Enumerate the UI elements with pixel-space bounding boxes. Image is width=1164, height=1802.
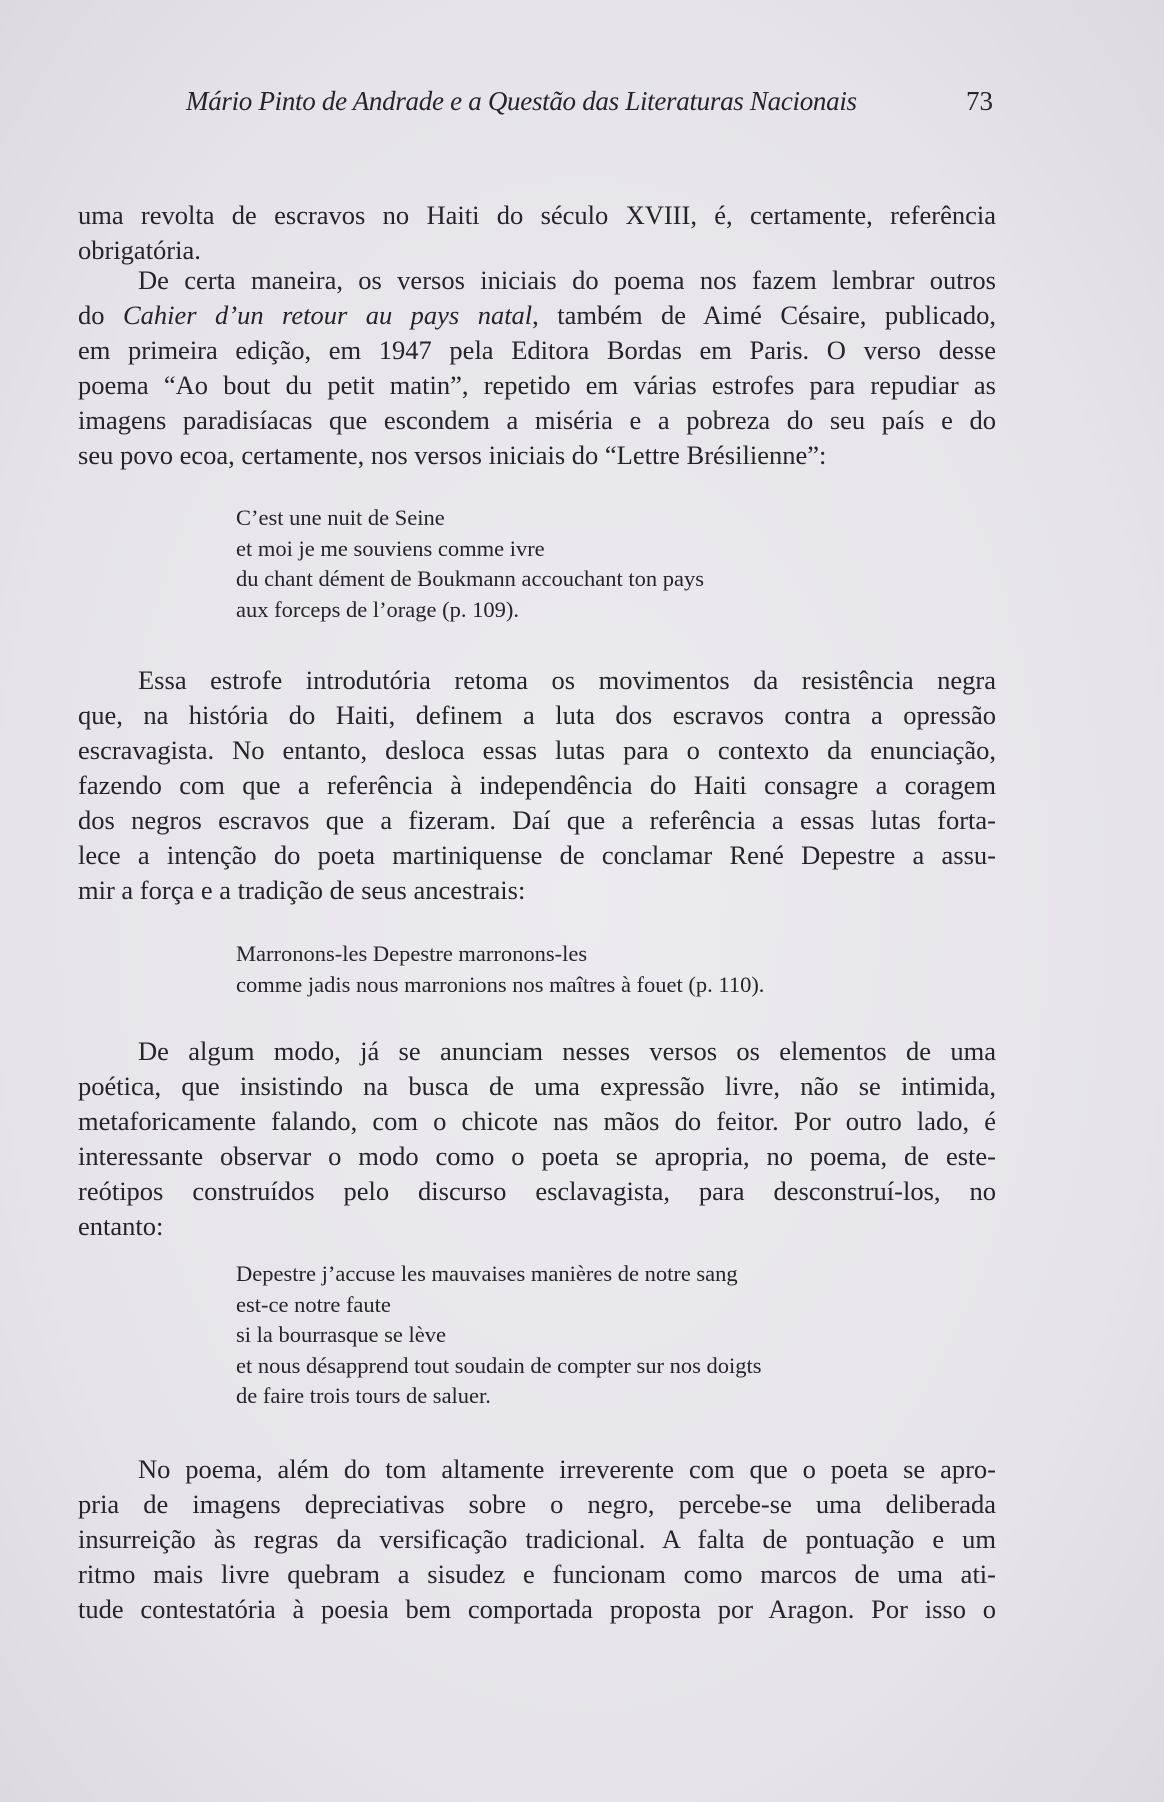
paragraph-line: seu povo ecoa, certamente, nos versos iniciais do “Lettre Brésilienne”: [78, 440, 827, 470]
paragraph-line: entanto: [78, 1211, 164, 1241]
text-segment: do [78, 300, 123, 330]
verse-line: de faire trois tours de saluer. [236, 1383, 491, 1408]
paragraph-line: em primeira edição, em 1947 pela Editora Bordas em Paris. O verso desse [78, 335, 996, 365]
paragraph-line: lece a intenção do poeta martiniquense de conclamar René Depestre a assu- [78, 840, 996, 870]
paragraph-line: No poema, além do tom altamente irreverente com que o poeta se apro- [138, 1454, 996, 1484]
paragraph-line: reótipos construídos pelo discurso esclavagista, para desconstruí-los, no [78, 1176, 996, 1206]
paragraph-line: fazendo com que a referência à independência do Haiti consagre a coragem [78, 770, 996, 800]
paragraph-line: De certa maneira, os versos iniciais do poema nos fazem lembrar outros [138, 265, 996, 295]
paragraph-line: que, na história do Haiti, definem a luta dos escravos contra a opressão [78, 700, 996, 730]
paragraph-line: De algum modo, já se anunciam nesses versos os elementos de uma [138, 1036, 996, 1066]
verse-line: aux forceps de l’orage (p. 109). [236, 596, 520, 622]
verse-line: et nous désapprend tout soudain de compter sur nos doigts [236, 1352, 762, 1378]
verse-line: est-ce notre faute [236, 1291, 391, 1317]
paragraph-line: insurreição às regras da versificação tradicional. A falta de pontuação e um [78, 1524, 996, 1554]
paragraph-line: metaforicamente falando, com o chicote nas mãos do feitor. Por outro lado, é [78, 1106, 996, 1136]
paragraph-line: imagens paradisíacas que escondem a miséria e a pobreza do seu país e do [78, 405, 996, 435]
paragraph-line: interessante observar o modo como o poeta se apropria, no poema, de este- [78, 1141, 996, 1171]
paragraph-line: uma revolta de escravos no Haiti do século XVIII, é, certamente, referência [78, 200, 996, 230]
verse-line: du chant dément de Boukmann accouchant ton pays [236, 566, 704, 591]
text-segment: , também de Aimé Césaire, publicado, [532, 300, 997, 330]
paragraph-line: poema “Ao bout du petit matin”, repetido em várias estrofes para repudiar as [78, 370, 996, 400]
verse-line: Depestre j’accuse les mauvaises manières de notre sang [236, 1261, 738, 1286]
paragraph-line: poética, que insistindo na busca de uma expressão livre, não se intimida, [78, 1071, 996, 1101]
verse-line: Marronons-les Depestre marronons-les [236, 941, 588, 966]
paragraph-line: ritmo mais livre quebram a sisudez e funcionam como marcos de uma ati- [78, 1559, 996, 1589]
verse-line: comme jadis nous marronions nos maîtres à fouet (p. 110). [236, 971, 765, 997]
paragraph-line: obrigatória. [78, 235, 201, 265]
paragraph-line: Essa estrofe introdutória retoma os movimentos da resistência negra [138, 665, 996, 695]
paragraph-line: escravagista. No entanto, desloca essas lutas para o contexto da enunciação, [78, 735, 996, 765]
paragraph-line: mir a força e a tradição de seus ancestrais: [78, 875, 526, 905]
paragraph-line: pria de imagens depreciativas sobre o negro, percebe-se uma deliberada [78, 1489, 996, 1519]
paragraph-line: dos negros escravos que a fizeram. Daí que a referência a essas lutas forta- [78, 805, 996, 835]
paragraph-line: tude contestatória à poesia bem comportada proposta por Aragon. Por isso o [78, 1594, 996, 1624]
book-title-italic: Cahier d’un retour au pays natal [122, 300, 533, 330]
verse-line: et moi je me souviens comme ivre [236, 535, 545, 561]
verse-line: si la bourrasque se lève [236, 1322, 446, 1347]
verse-line: C’est une nuit de Seine [236, 505, 445, 530]
running-header-title: Mário Pinto de Andrade e a Questão das Literaturas Nacionais [186, 86, 857, 116]
paragraph-line [78, 298, 996, 333]
page-number: 73 [966, 86, 993, 116]
